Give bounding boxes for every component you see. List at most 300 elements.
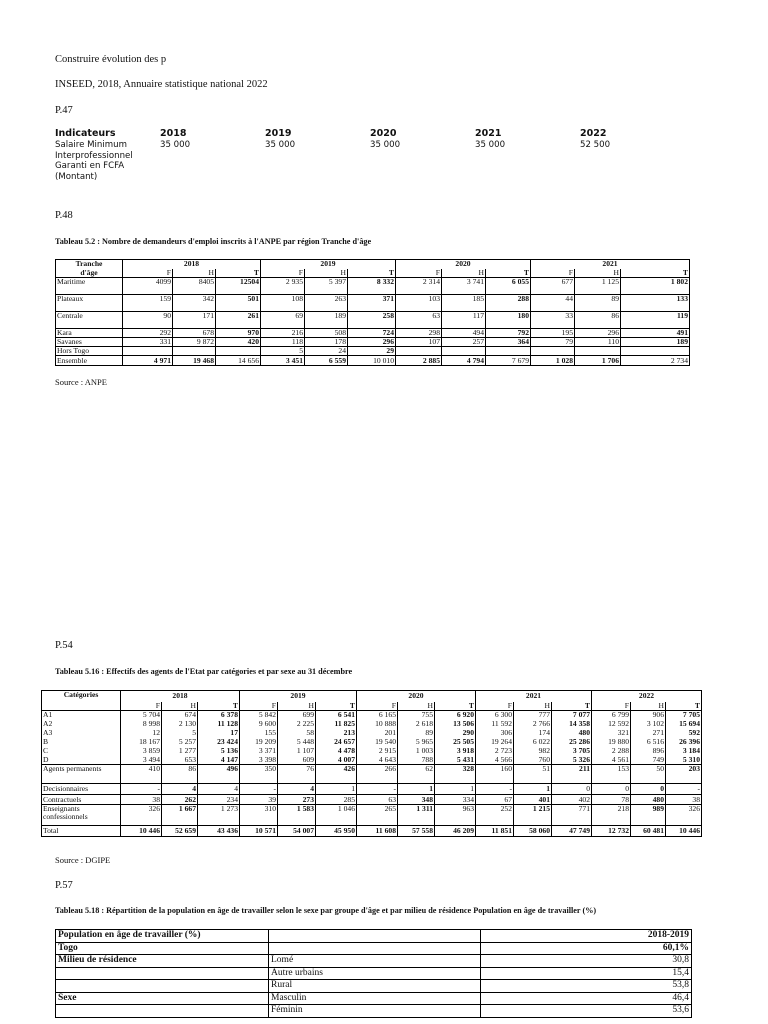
table-cell: 261 — [216, 312, 261, 329]
table-cell: 5 — [162, 729, 198, 738]
year-header: 2019 — [261, 260, 396, 269]
table-cell: 8 998 — [121, 720, 162, 729]
table-cell: - — [240, 784, 278, 795]
table-cell: 108 — [261, 295, 305, 312]
table-head-cell: Tranche — [56, 260, 123, 269]
table-cell: 3 102 — [631, 720, 666, 729]
table-row — [56, 356, 690, 366]
table-cell: 328 — [435, 765, 476, 784]
row-label — [42, 805, 121, 826]
table-cell: 60 481 — [631, 826, 666, 837]
row-group-label — [56, 967, 269, 980]
table-cell: 174 — [514, 729, 552, 738]
row-group-label — [56, 1005, 269, 1018]
indicator-value: 52 500 — [580, 140, 611, 150]
table-cell: 2 288 — [592, 747, 631, 756]
year-header: 2020 — [357, 691, 476, 702]
table-cell: 13 506 — [435, 720, 476, 729]
subheader-cell: H — [162, 702, 198, 711]
table-cell: 19 264 — [476, 738, 514, 747]
table-cell: 110 — [575, 338, 621, 347]
table-cell: 89 — [575, 295, 621, 312]
table-head-cell: d'âge — [56, 269, 123, 278]
table-cell: 24 — [305, 347, 348, 356]
table-cell: 760 — [514, 756, 552, 765]
table-cell: 3 859 — [121, 747, 162, 756]
row-label: Contractuels — [42, 795, 121, 805]
table-cell: 11 825 — [316, 720, 357, 729]
table-cell: 5 397 — [305, 278, 348, 295]
table-cell: 79 — [531, 338, 575, 347]
row-label: A2 — [42, 720, 121, 729]
table-cell: 2 915 — [357, 747, 398, 756]
row-label: Maritime — [56, 278, 123, 295]
table-cell: 5 431 — [435, 756, 476, 765]
table-cell: 89 — [398, 729, 435, 738]
table-cell: 494 — [442, 329, 486, 338]
table-row — [56, 955, 692, 968]
table-cell: 496 — [198, 765, 240, 784]
table-cell: 11 608 — [357, 826, 398, 837]
subheader-cell: H — [442, 269, 486, 278]
table-5-16 — [41, 690, 702, 837]
table-cell: 203 — [666, 765, 702, 784]
table-cell: - — [666, 784, 702, 795]
table-cell: 25 505 — [435, 738, 476, 747]
table-cell: 1 — [398, 784, 435, 795]
table-cell: 5 310 — [666, 756, 702, 765]
table-cell: 3 918 — [435, 747, 476, 756]
table-subheader-row — [42, 702, 702, 711]
table-cell: 12 592 — [592, 720, 631, 729]
table-cell: 5 257 — [162, 738, 198, 747]
table-cell — [173, 347, 216, 356]
table-cell: 6 165 — [357, 711, 398, 720]
table-cell: 1 — [435, 784, 476, 795]
table-cell: 288 — [486, 295, 531, 312]
table-cell: 5 326 — [552, 756, 592, 765]
row-label: Masculin — [269, 992, 481, 1005]
subheader-cell: T — [435, 702, 476, 711]
table-cell: 4 — [278, 784, 316, 795]
table-cell: 4099 — [123, 278, 173, 295]
table-cell: 10 010 — [348, 356, 396, 366]
row-label: Kara — [56, 329, 123, 338]
row-label — [269, 942, 481, 955]
table-cell: 58 060 — [514, 826, 552, 837]
table-cell: 674 — [162, 711, 198, 720]
table-cell: 1 277 — [162, 747, 198, 756]
table-cell: 4 971 — [123, 356, 173, 366]
table-cell: 19 880 — [592, 738, 631, 747]
indicator-label-line: (Montant) — [55, 171, 98, 182]
table-cell: 4 566 — [476, 756, 514, 765]
table-cell: 401 — [514, 795, 552, 805]
table-cell: 3 184 — [666, 747, 702, 756]
table-row — [56, 278, 690, 295]
table-5-2 — [55, 259, 690, 366]
table-cell: 19 540 — [357, 738, 398, 747]
row-label: Plateaux — [56, 295, 123, 312]
table-cell: 3 451 — [261, 356, 305, 366]
table-cell: 117 — [442, 312, 486, 329]
table-cell: 3 705 — [552, 747, 592, 756]
table-cell: 10 446 — [666, 826, 702, 837]
table-row — [56, 942, 692, 955]
table-cell: 321 — [592, 729, 631, 738]
table-cell: 677 — [531, 278, 575, 295]
table-cell: 12504 — [216, 278, 261, 295]
table-cell: 155 — [240, 729, 278, 738]
intro-line-2: INSEED, 2018, Annuaire statistique national 2022 — [55, 79, 268, 90]
table-cell: 402 — [552, 795, 592, 805]
table-5-18 — [55, 929, 692, 1018]
table-cell: 218 — [592, 805, 631, 826]
subheader-cell: F — [476, 702, 514, 711]
table-cell: 480 — [631, 795, 666, 805]
table-cell: 266 — [357, 765, 398, 784]
indicator-year: 2021 — [475, 128, 502, 139]
row-label: D — [42, 756, 121, 765]
indicator-label-line: Garanti en FCFA — [55, 161, 125, 171]
table-row — [42, 795, 702, 805]
table-cell: 5 704 — [121, 711, 162, 720]
subheader-cell: F — [531, 269, 575, 278]
table-cell: 30,8 — [481, 955, 692, 968]
table-cell: 58 — [278, 729, 316, 738]
indicators-block — [55, 129, 655, 185]
table-cell: 10 446 — [121, 826, 162, 837]
table-head-cell: Population en âge de travailler (%) — [56, 930, 269, 943]
table-cell: 4 — [198, 784, 240, 795]
table-cell: 50 — [631, 765, 666, 784]
table-cell: 189 — [305, 312, 348, 329]
table-cell: 213 — [316, 729, 357, 738]
table-cell: 5 448 — [278, 738, 316, 747]
subheader-cell: T — [621, 269, 690, 278]
row-label: A3 — [42, 729, 121, 738]
table-cell: 6 559 — [305, 356, 348, 366]
table-cell: 491 — [621, 329, 690, 338]
row-label: Lomé — [269, 955, 481, 968]
table-cell: 963 — [435, 805, 476, 826]
table-cell — [216, 347, 261, 356]
table-cell: 4 561 — [592, 756, 631, 765]
subheader-cell: H — [278, 702, 316, 711]
table-cell: 1 311 — [398, 805, 435, 826]
table-cell: 160 — [476, 765, 514, 784]
table-row — [42, 805, 702, 826]
table-cell: 2 885 — [396, 356, 442, 366]
table-cell: 420 — [216, 338, 261, 347]
table-row — [56, 295, 690, 312]
indicator-value: 35 000 — [160, 140, 191, 150]
table-cell: 749 — [631, 756, 666, 765]
table-cell: 17 — [198, 729, 240, 738]
table-cell: 12 732 — [592, 826, 631, 837]
table-cell: 989 — [631, 805, 666, 826]
table-cell: 86 — [162, 765, 198, 784]
table-cell: 480 — [552, 729, 592, 738]
table-cell — [442, 347, 486, 356]
row-label: Autre urbains — [269, 967, 481, 980]
table-cell: 792 — [486, 329, 531, 338]
table-cell: 334 — [435, 795, 476, 805]
table-cell: 33 — [531, 312, 575, 329]
table-cell: 39 — [240, 795, 278, 805]
table-5-18-caption: Tableau 5.18 : Répartition de la population en âge de travailler selon le sexe par groupe d'âge et par milieu de résidence Population en âge de travailler (%) — [55, 906, 597, 915]
table-cell: 252 — [476, 805, 514, 826]
table-cell: 107 — [396, 338, 442, 347]
table-row — [56, 1005, 692, 1018]
table-cell: 296 — [348, 338, 396, 347]
table-cell: 23 424 — [198, 738, 240, 747]
row-label: Savanes — [56, 338, 123, 347]
table-cell: - — [357, 784, 398, 795]
table-cell: 86 — [575, 312, 621, 329]
table-cell: 10 571 — [240, 826, 278, 837]
row-label: Total — [42, 826, 121, 837]
table-cell: 63 — [396, 312, 442, 329]
table-cell: 3 398 — [240, 756, 278, 765]
table-cell: 298 — [396, 329, 442, 338]
table-cell: 53,6 — [481, 1005, 692, 1018]
table-cell: 699 — [278, 711, 316, 720]
table-cell: 265 — [357, 805, 398, 826]
row-label: C — [42, 747, 121, 756]
indicator-year: 2018 — [160, 128, 187, 139]
table-cell: 6 055 — [486, 278, 531, 295]
table-cell: 1 802 — [621, 278, 690, 295]
table-cell: 755 — [398, 711, 435, 720]
table-cell: 4 147 — [198, 756, 240, 765]
table-cell: 3 371 — [240, 747, 278, 756]
table-cell: 63 — [357, 795, 398, 805]
table-5-16-source: Source : DGIPE — [55, 855, 111, 865]
table-cell: 906 — [631, 711, 666, 720]
table-cell: 326 — [121, 805, 162, 826]
row-label — [42, 765, 121, 784]
table-cell: 1 667 — [162, 805, 198, 826]
table-cell: 2 618 — [398, 720, 435, 729]
row-group-label — [56, 980, 269, 993]
table-cell: 201 — [357, 729, 398, 738]
table-cell: 54 007 — [278, 826, 316, 837]
table-cell: 285 — [316, 795, 357, 805]
table-cell: 118 — [261, 338, 305, 347]
table-cell: 5 842 — [240, 711, 278, 720]
indicator-label-line: Interprofessionnel — [55, 150, 133, 161]
table-row — [56, 967, 692, 980]
subheader-cell: H — [398, 702, 435, 711]
table-head-cell — [42, 702, 121, 711]
table-cell: 1 003 — [398, 747, 435, 756]
table-header-row — [56, 930, 692, 943]
table-cell: 2 225 — [278, 720, 316, 729]
table-cell: 6 516 — [631, 738, 666, 747]
subheader-cell: T — [348, 269, 396, 278]
table-row — [42, 747, 702, 756]
table-cell: 1 046 — [316, 805, 357, 826]
table-cell — [621, 347, 690, 356]
subheader-cell: F — [592, 702, 631, 711]
table-cell: 119 — [621, 312, 690, 329]
table-cell: 5 965 — [398, 738, 435, 747]
table-cell: 51 — [514, 765, 552, 784]
row-group-label: Sexe — [56, 992, 269, 1005]
table-cell: 90 — [123, 312, 173, 329]
table-cell: - — [121, 784, 162, 795]
table-cell: 982 — [514, 747, 552, 756]
subheader-cell: T — [216, 269, 261, 278]
table-cell: 18 167 — [121, 738, 162, 747]
subheader-cell: F — [123, 269, 173, 278]
table-5-16-caption: Tableau 5.16 : Effectifs des agents de l'Etat par catégories et par sexe au 31 décembre — [55, 667, 353, 676]
subheader-cell: T — [198, 702, 240, 711]
table-cell: 609 — [278, 756, 316, 765]
table-head-cell: 2018-2019 — [481, 930, 692, 943]
table-header-row — [56, 260, 690, 269]
table-cell: 159 — [123, 295, 173, 312]
table-cell: 1 706 — [575, 356, 621, 366]
table-cell: 6 300 — [476, 711, 514, 720]
table-cell: 46,4 — [481, 992, 692, 1005]
page-number-47: P.47 — [55, 105, 73, 116]
table-cell: 211 — [552, 765, 592, 784]
table-cell: 348 — [398, 795, 435, 805]
table-cell: 62 — [398, 765, 435, 784]
table-cell: 2 130 — [162, 720, 198, 729]
subheader-cell: H — [514, 702, 552, 711]
table-row — [42, 784, 702, 795]
table-row — [42, 711, 702, 720]
table-cell: 508 — [305, 329, 348, 338]
table-cell: 262 — [162, 795, 198, 805]
table-cell: 4 794 — [442, 356, 486, 366]
table-cell: 189 — [621, 338, 690, 347]
table-cell: 6 920 — [435, 711, 476, 720]
table-cell: 45 950 — [316, 826, 357, 837]
table-row — [42, 826, 702, 837]
table-5-2-source: Source : ANPE — [55, 377, 107, 387]
subheader-cell: F — [396, 269, 442, 278]
table-cell: 78 — [592, 795, 631, 805]
indicators-header: Indicateurs — [55, 128, 116, 139]
table-cell — [486, 347, 531, 356]
table-cell: 7 705 — [666, 711, 702, 720]
row-label: Ensemble — [56, 356, 123, 366]
table-cell: 9 872 — [173, 338, 216, 347]
row-label: Centrale — [56, 312, 123, 329]
table-cell: 4 007 — [316, 756, 357, 765]
table-cell: 11 128 — [198, 720, 240, 729]
table-cell — [396, 347, 442, 356]
table-cell: 1 — [316, 784, 357, 795]
table-cell: 29 — [348, 347, 396, 356]
table-cell: 2 935 — [261, 278, 305, 295]
table-cell: 60,1% — [481, 942, 692, 955]
year-header: 2021 — [531, 260, 690, 269]
table-cell: 7 077 — [552, 711, 592, 720]
table-cell: 777 — [514, 711, 552, 720]
intro-line-1: Construire évolution des p — [55, 54, 167, 65]
table-cell: 1 583 — [278, 805, 316, 826]
table-cell: 0 — [631, 784, 666, 795]
table-cell: 350 — [240, 765, 278, 784]
table-cell — [123, 347, 173, 356]
table-cell: 331 — [123, 338, 173, 347]
table-cell: 0 — [552, 784, 592, 795]
table-cell: 67 — [476, 795, 514, 805]
table-cell: 53,8 — [481, 980, 692, 993]
table-cell: 4 478 — [316, 747, 357, 756]
table-cell: 724 — [348, 329, 396, 338]
table-cell: 15,4 — [481, 967, 692, 980]
row-label: Decisionnaires — [42, 784, 121, 795]
table-row — [56, 347, 690, 356]
table-row — [42, 738, 702, 747]
table-cell: 44 — [531, 295, 575, 312]
table-row — [42, 765, 702, 784]
table-cell: 14 358 — [552, 720, 592, 729]
page-number-48: P.48 — [55, 210, 73, 221]
subheader-cell: F — [240, 702, 278, 711]
subheader-cell: H — [631, 702, 666, 711]
table-cell: 11 851 — [476, 826, 514, 837]
table-cell: 1 273 — [198, 805, 240, 826]
table-cell: 3 494 — [121, 756, 162, 765]
table-cell: 371 — [348, 295, 396, 312]
table-cell: 52 659 — [162, 826, 198, 837]
indicator-year: 2020 — [370, 128, 397, 139]
table-cell: 771 — [552, 805, 592, 826]
table-cell: 47 749 — [552, 826, 592, 837]
table-cell: 171 — [173, 312, 216, 329]
table-cell: 38 — [121, 795, 162, 805]
table-row — [42, 720, 702, 729]
table-cell: 2 766 — [514, 720, 552, 729]
table-cell: 19 209 — [240, 738, 278, 747]
row-label-text: Enseignants confessionnels — [43, 804, 88, 821]
table-cell: 9 600 — [240, 720, 278, 729]
table-cell: 2 723 — [476, 747, 514, 756]
table-cell: 342 — [173, 295, 216, 312]
year-header: 2019 — [240, 691, 357, 702]
indicator-value: 35 000 — [475, 140, 506, 150]
subheader-cell: T — [316, 702, 357, 711]
table-row — [56, 312, 690, 329]
table-cell: 12 — [121, 729, 162, 738]
table-cell: 306 — [476, 729, 514, 738]
indicator-label-line: Salaire Minimum — [55, 140, 127, 150]
subheader-cell: T — [552, 702, 592, 711]
table-cell: 678 — [173, 329, 216, 338]
table-row — [56, 338, 690, 347]
year-header: 2020 — [396, 260, 531, 269]
table-cell: 592 — [666, 729, 702, 738]
table-cell: 46 209 — [435, 826, 476, 837]
subheader-cell: F — [357, 702, 398, 711]
table-cell: 7 679 — [486, 356, 531, 366]
table-cell: 43 436 — [198, 826, 240, 837]
table-cell: 501 — [216, 295, 261, 312]
table-cell: 290 — [435, 729, 476, 738]
table-cell: 25 286 — [552, 738, 592, 747]
table-cell: 8405 — [173, 278, 216, 295]
table-cell: 4 643 — [357, 756, 398, 765]
table-cell: 653 — [162, 756, 198, 765]
row-label-text: Agents permanents — [43, 764, 102, 773]
